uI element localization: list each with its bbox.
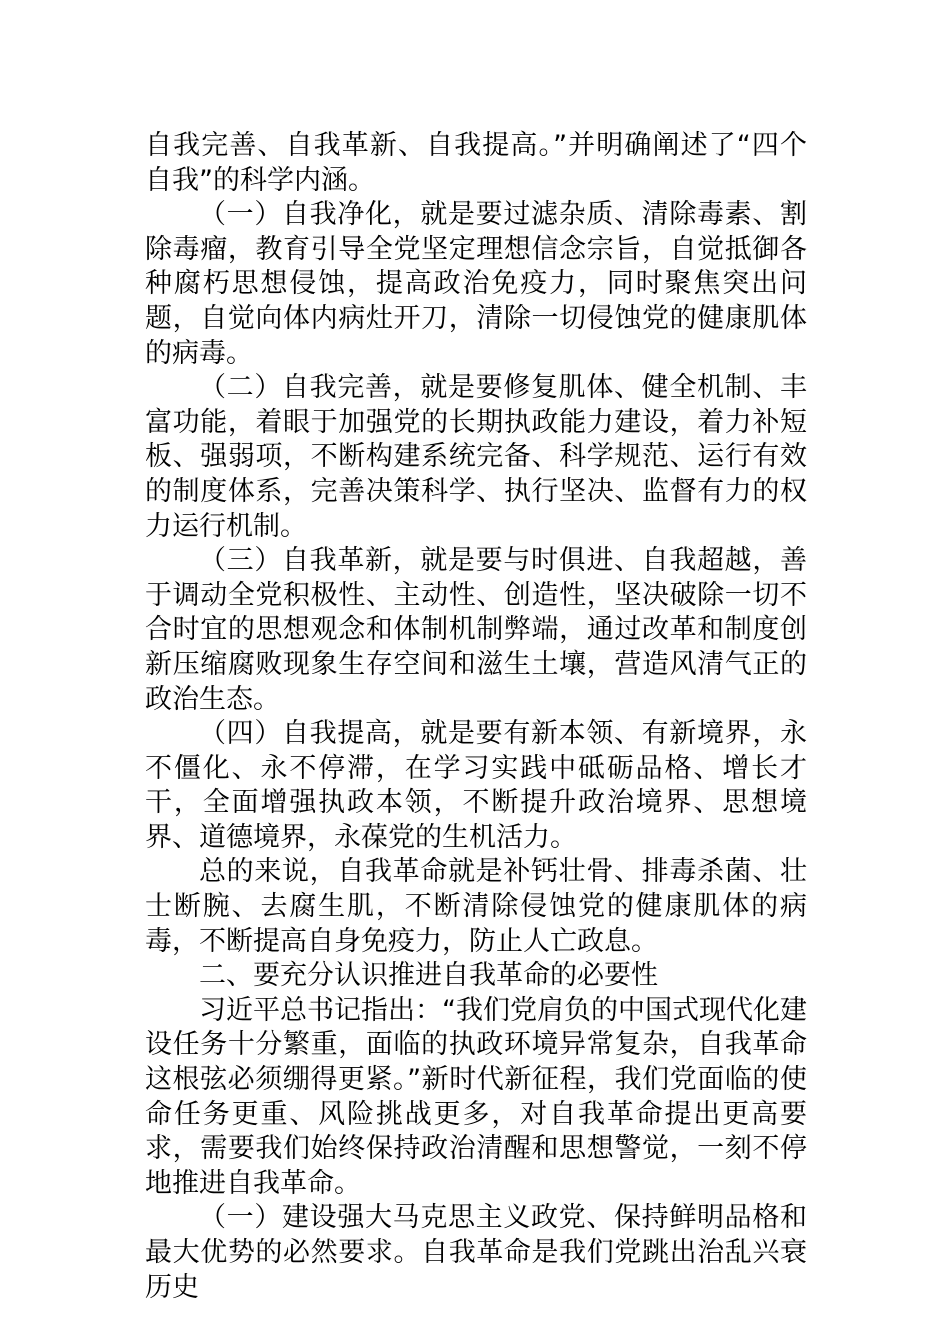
paragraph-self-improvement: （二）自我完善，就是要修复肌体、健全机制、丰富功能，着眼于加强党的长期执政能力建设，着力补短板、强弱项，不断构建系统完备、科学规范、运行有效的制度体系，完善决策科学、执行坚决、监督有力的权力运行机制。	[145, 372, 807, 542]
paragraph-self-purification: （一）自我净化，就是要过滤杂质、清除毒素、割除毒瘤，教育引导全党坚定理想信念宗旨，自觉抵御各种腐朽思想侵蚀，提高政治免疫力，同时聚焦突出问题，自觉向体内病灶开刀，清除一切侵蚀党的健康肌体的病毒。	[145, 199, 807, 369]
paragraph-self-elevation: （四）自我提高，就是要有新本领、有新境界，永不僵化、永不停滞，在学习实践中砥砺品格、增长才干，全面增强执政本领，不断提升政治境界、思想境界、道德境界，永葆党的生机活力。	[145, 718, 807, 853]
paragraph-self-renewal: （三）自我革新，就是要与时俱进、自我超越，善于调动全党积极性、主动性、创造性，坚决破除一切不合时宜的思想观念和体制机制弊端，通过改革和制度创新压缩腐败现象生存空间和滋生土壤，营造风清气正的政治生态。	[145, 545, 807, 715]
paragraph-summary: 总的来说，自我革命就是补钙壮骨、排毒杀菌、壮士断腕、去腐生肌，不断清除侵蚀党的健康肌体的病毒，不断提高自身免疫力，防止人亡政息。	[145, 856, 807, 957]
section-heading-two: 二、要充分认识推进自我革命的必要性	[199, 960, 658, 992]
paragraph-quote: 习近平总书记指出：“我们党肩负的中国式现代化建设任务十分繁重，面临的执政环境异常复杂，自我革命这根弦必须绷得更紧。”新时代新征程，我们党面临的使命任务更重、风险挑战更多，对自我革命提出更高要求，需要我们始终保持政治清醒和思想警觉，一刻不停地推进自我革命。	[145, 994, 807, 1199]
document-body	[145, 129, 807, 1305]
paragraph-point-one: （一）建设强大马克思主义政党、保持鲜明品格和最大优势的必然要求。自我革命是我们党跳出治乱兴衰历史	[145, 1202, 807, 1303]
paragraph-continuation: 自我完善、自我革新、自我提高。”并明确阐述了“四个自我”的科学内涵。	[145, 130, 807, 196]
